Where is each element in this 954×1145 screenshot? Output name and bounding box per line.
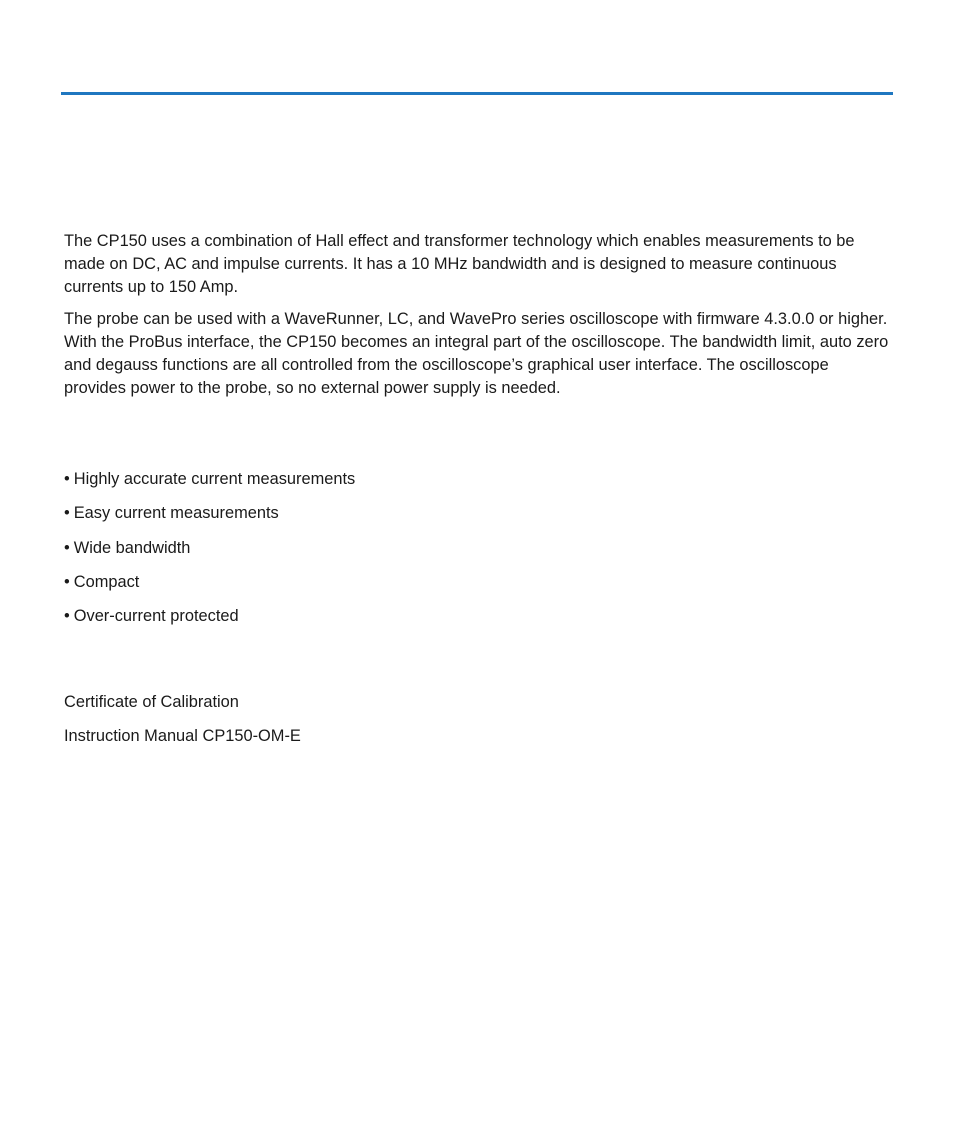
list-item	[64, 468, 355, 502]
bullet-icon: •	[64, 607, 70, 626]
bullet-icon: •	[64, 572, 70, 591]
bullet-icon: •	[64, 504, 70, 523]
list-item	[64, 537, 355, 571]
included-item-certificate: Certificate of Calibration	[64, 693, 239, 711]
bullet-icon: •	[64, 470, 70, 488]
feature-text: Easy current measurements	[73, 504, 279, 523]
list-item	[64, 502, 355, 536]
feature-text: Over-current protected	[73, 607, 239, 626]
feature-text: Compact	[73, 572, 140, 591]
overview-section	[64, 230, 894, 408]
features-list	[64, 468, 355, 639]
list-item	[64, 571, 355, 605]
feature-text: Wide bandwidth	[73, 538, 191, 557]
header-rule	[61, 92, 893, 95]
bullet-icon: •	[64, 538, 70, 557]
included-items-section	[64, 691, 301, 760]
overview-paragraph-2: The probe can be used with a WaveRunner, LC, and WavePro series oscilloscope with firmware 4.3.0.0 or higher. With the ProBus interface, the CP150 becomes an integral part of the oscilloscope. The bandwidth limit, auto zero and degauss functions are all controlled from the oscilloscope’s graphical user interface. The oscilloscope provides power to the probe, so no external power supply is needed.	[64, 309, 889, 398]
feature-text: Highly accurate current measurements	[73, 470, 356, 488]
included-item-manual: Instruction Manual CP150-OM-E	[64, 727, 301, 746]
overview-paragraph-1: The CP150 uses a combination of Hall effect and transformer technology which enables measurements to be made on DC, AC and impulse currents. It has a 10 MHz bandwidth and is designed to measure continuous currents up to 150 Amp.	[64, 232, 855, 297]
list-item	[64, 605, 355, 639]
